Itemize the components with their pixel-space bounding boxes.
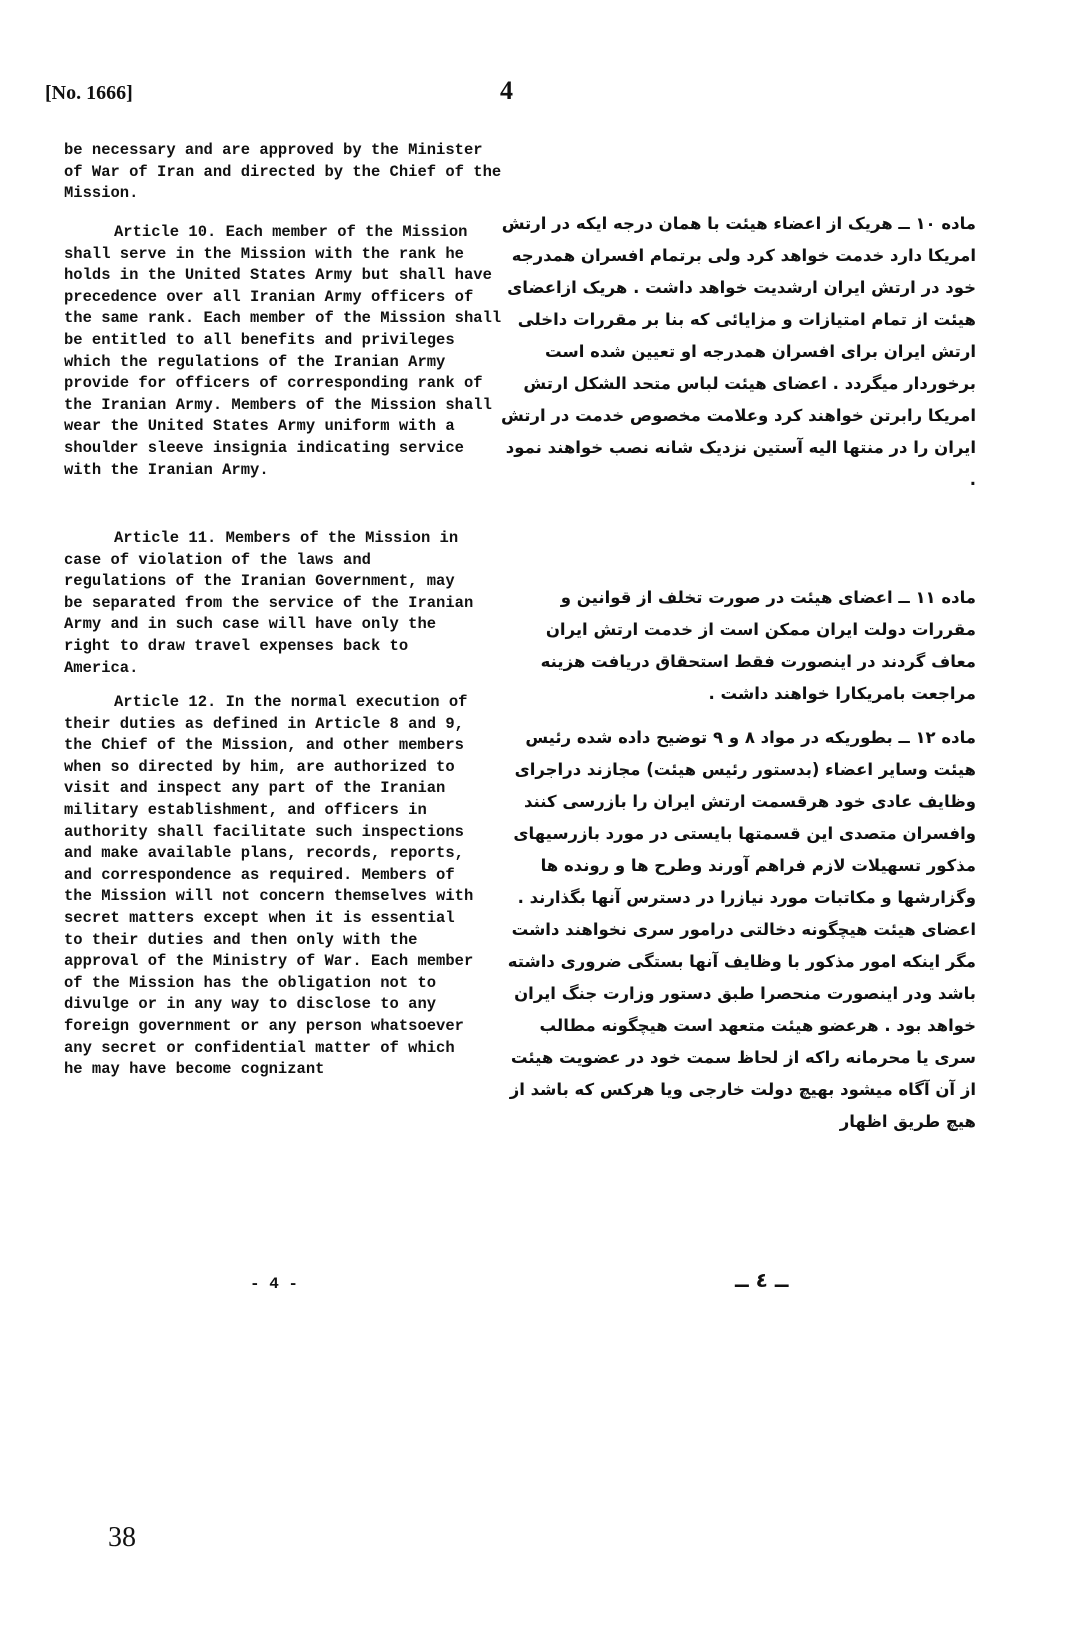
article-11-text: Article 11. Members of the Mission in case of violation of the laws and regulations of the Iranian Government, may be separated from the service of the Iranian Army and in such case will have only the right to draw travel expenses back to America. (64, 529, 474, 677)
folio-number: 38 (108, 1522, 136, 1553)
english-intro: be necessary and are approved by the Minister of War of Iran and directed by the Chief of the Mission. (64, 141, 502, 203)
english-column (64, 140, 504, 205)
english-article-12 (64, 692, 479, 1081)
page-number-top: 4 (500, 76, 513, 105)
english-page-footer: - 4 - (250, 1275, 299, 1293)
document-number: [No. 1666] (45, 82, 133, 104)
article-10-text: Article 10. Each member of the Mission shall serve in the Mission with the rank he holds in the United States Army but shall have precedence over all Iranian Army officers of the same rank. Each member of the Mission shall be entitled to all benefits and privileges which the regulations of the Iranian Army provide for officers of corresponding rank of the Iranian Army. Members of the Mission shall wear the United States Army uniform with a shoulder sleeve insignia indicating service with the Iranian Army. (64, 223, 502, 479)
persian-article-10-text: ماده ۱۰ ــ هریک از اعضاء هیئت با همان درجه ایکه در ارتش امریکا دارد خدمت خواهد کرد ولی برتمام افسران همدرجه خود در ارتش ایران ارشدیت خواهد داشت . هریک ازاعضای هیئت از تمام امتیازات و مزایائی که بنا بر مقررات داخلی ارتش ایران برای افسران همدرجه او تعیین شده است برخوردار میگردد . اعضای هیئت لباس متحد الشکل ارتش امریکا رابرتن خواهند کرد وعلامت مخصوص خدمت در ارتش ایران را در منتها الیه آستین نزدیک شانه نصب خواهند نمود . (500, 214, 976, 489)
persian-page-footer: ــ ٤ ــ (735, 1268, 789, 1292)
persian-article-11-text: ماده ۱۱ ــ اعضای هیئت در صورت تخلف از قوانین و مقررات دولت ایران ممکن است از خدمت ارتش ایران معاف گردند در اینصورت فقط استحقاق دریافت هزینه مراجعت بامریکارا خواهند داشت . (540, 588, 976, 703)
persian-article-10 (498, 208, 976, 496)
persian-article-12-text: ماده ۱۲ ــ بطوریکه در مواد ۸ و ۹ توضیح داده شده رئیس هیئت وسایر اعضاء (بدستور رئیس هیئت) مجازند دراجرای وظایف عادی خود هرقسمت ارتش ایران را بازرسی کنند وافسران متصدی این قسمتها بایستی در مورد بازرسیهای مذکور تسهیلات لازم فراهم آورند وطرح ها و رونده ها وگزارشها و مکاتبات مورد نیازرا در دسترس آنها بگذارند . اعضای هیئت هیچگونه دخالتی درامور سری نخواهند داشت مگر اینکه امور مذکور با وظایف آنها بستگی ضروری داشته باشد ودر اینصورت منحصرا طبق دستور وزارت جنگ ایران خواهد بود . هرعضو هیئت متعهد است هیچگونه مطالب سری یا محرمانه راکه از لحاظ سمت خود در عضویت هیئت از آن آگاه میشود بهیچ دولت خارجی ویا هرکس که باشد از هیچ طریق اظهار (507, 728, 976, 1131)
english-article-11 (64, 528, 479, 679)
article-12-text: Article 12. In the normal execution of their duties as defined in Article 8 and 9, the Chief of the Mission, and other members when so directed by him, are authorized to visit and inspect any part of the Iranian military establishment, and officers in authority shall facilitate such inspections and make available plans, records, reports, and correspondence as required. Members of the Mission will not concern themselves with secret matters except when it is essential to their duties and then only with the approval of the Ministry of War. Each member of the Mission has the obligation not to divulge or in any way to disclose to any foreign government or any person whatsoever any secret or confidential matter of which he may have become cognizant (64, 693, 474, 1079)
english-article-10 (64, 222, 504, 481)
persian-article-11 (498, 582, 976, 710)
persian-article-12 (498, 722, 976, 1138)
